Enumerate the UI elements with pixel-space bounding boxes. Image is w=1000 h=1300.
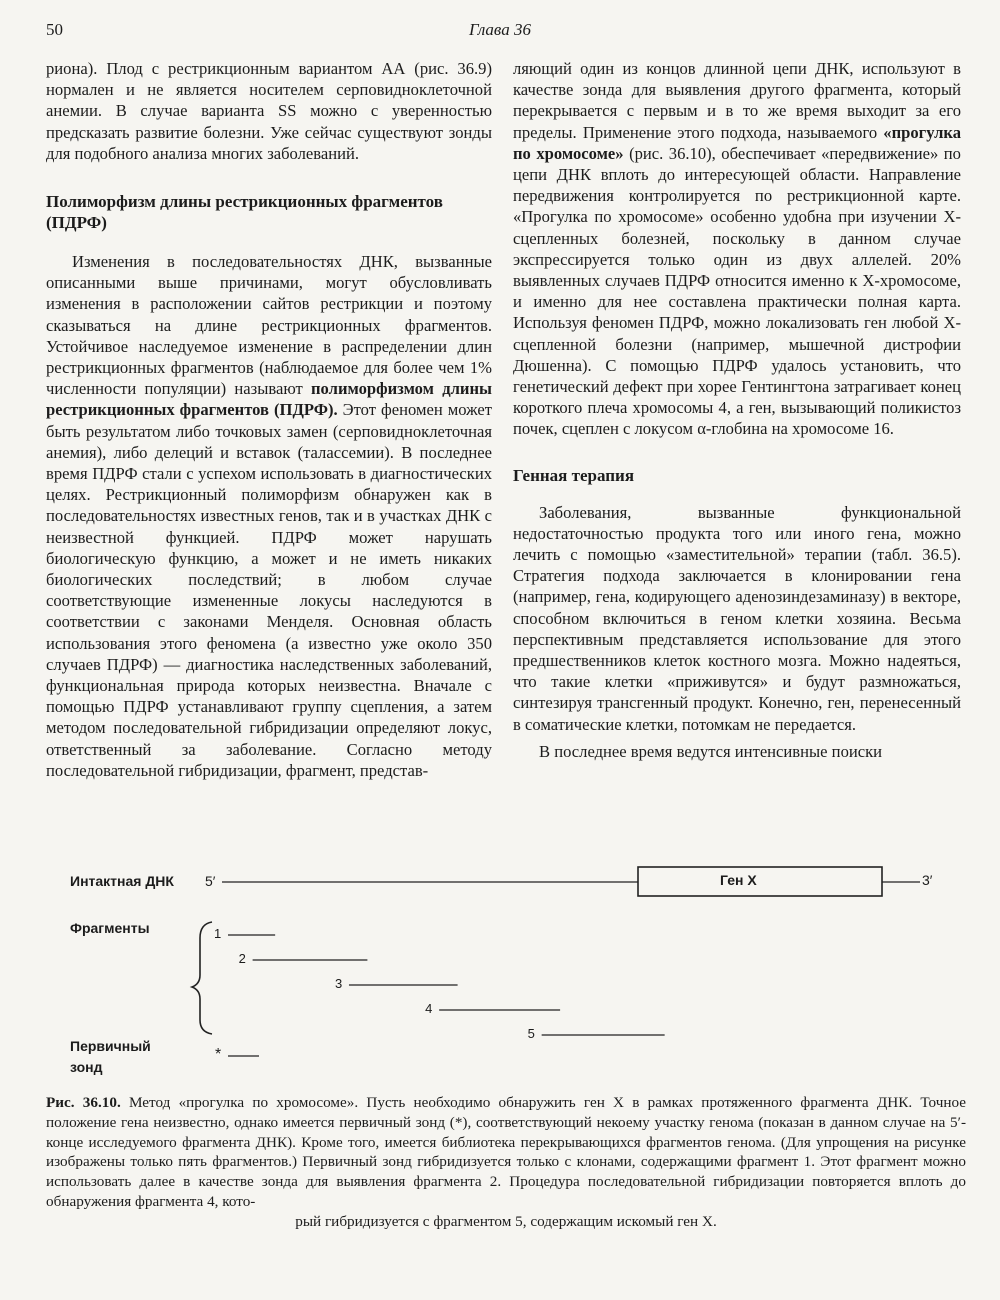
paragraph [513,58,961,440]
probe-mark: * [215,1046,222,1063]
paragraph-text: Этот феномен может быть результатом либо точковых замен (серповидноклеточная анемия), либо делеций и вставок (талассемии). В последнее время ПДРФ стали с успехом использовать в диагностических целях. Рестрикционный полиморфизм обнаружен как в последовательностях известных генов, так и в участках ДНК с неизвестной функцией. ПДРФ может нарушать биологическую функцию, а может и не иметь никаких биологических последствий; в любом случае соответствующие измененные локусы наследуются в соответствии с законами Менделя. Основная область использования этого феномена (а известно уже около 350 случаев ПДРФ) — диагностика наследственных заболеваний, функциональная природа которых неизвестна. Вначале с помощью ПДРФ устанавливают группу сцепления, а затем методом последовательной гибридизации определяют локус, ответственный за заболевание. Согласно методу последовательной гибридизации, фрагмент, представ- [46,400,492,780]
fragments-label: Фрагменты [70,920,150,936]
section-heading-rflp: Полиморфизм длины рестрикционных фрагментов (ПДРФ) [46,192,443,233]
caption-last-line: рый гибридизуется с фрагментом 5, содержащим искомый ген X. [295,1212,717,1230]
paragraph [46,251,492,781]
figure-ref: Рис. 36.10. [46,1094,121,1111]
page-number: 50 [46,20,63,39]
section-heading-gene-therapy: Генная терапия [513,465,635,485]
brace [192,922,212,1034]
bold-term: полиморфизмом длины рестрикционных фрагментов (ПДРФ). [46,379,492,420]
fragment-number-5: 5 [527,1026,535,1041]
paragraph: риона). Плод с рестрикционным вариантом АА (рис. 36.9) нормален и не является носителем серповидноклеточной анемии. В случае варианта SS можно с уверенностью предсказать развитие болезни. Уже сейчас существуют зонды для подобного анализа многих заболеваний. [46,59,492,163]
three-prime-label: 3′ [922,872,933,888]
running-head: Глава 36 [469,20,531,39]
bold-term: «прогулка по хромосоме» [513,122,961,163]
five-prime-label: 5′ [205,873,216,889]
dna-label: Интактная ДНК [70,873,174,889]
paragraph-text: ляющий один из концов длинной цепи ДНК, используют в качестве зонда для выявления другого фрагмента, который перекрывается с первым и в то же время выходит за его пределы. Применение этого подхода, называемого [513,59,961,142]
fragment-number-2: 2 [238,951,246,966]
figure-caption [46,1093,966,1232]
caption-text: Метод «прогулка по хромосоме». Пусть необходимо обнаружить ген X в рамках протяженного фрагмента ДНК. Точное положение гена неизвестно, однако имеется первичный зонд (*), соответствующий некоему участку генома (показан в данном случае на 5′-конце исследуемого фрагмента ДНК). Кроме того, имеется библиотека перекрывающихся фрагментов генома. (Для упрощения на рисунке изображены только пять фрагментов.) Первичный зонд гибридизуется только с клонами, содержащими фрагмент 1. Этот фрагмент можно использовать далее в качестве зонда для выявления фрагмента 2. Процедура последовательной гибридизации повторяется вплоть до обнаружения фрагмента 4, кото- [46,1094,966,1210]
fragment-number-1: 1 [214,926,222,941]
probe-label: зонд [70,1059,103,1075]
probe-label: Первичный [70,1038,151,1054]
paragraph: Заболевания, вызванные функциональной недостаточностью продукта того или иного гена, можно лечить с помощью «заместительной» терапии (табл. 36.5). Стратегия подхода заключается в клонировании гена (например, гена, кодирующего аденозиндезаминазу) в векторе, способном включиться в геном клетки хозяина. Весьма перспективным представляется использование для этого предшественников клеток костного мозга. Можно надеяться, что такие клетки «приживутся» и будут размножаться, синтезируя трансгенный продукт. Конечно, ген, перенесенный в соматические клетки, потомкам не передается. [513,502,961,734]
fragment-number-3: 3 [334,976,343,991]
paragraph: В последнее время ведутся интенсивные поиски [539,741,883,761]
paragraph-text: Изменения в последовательностях ДНК, вызванные описанными выше причинами, могут обусловливать изменения в расположении сайтов рестрикции и поэтому сказываться на длине рестрикционных фрагментов. Устойчивое наследуемое изменение в распределении длин рестрикционных фрагментов (наблюдаемое для более чем 1% численности популяции) называют [46,252,492,399]
right-column [513,58,961,762]
gene-box [638,867,882,896]
paragraph-text: (рис. 36.10), обеспечивает «передвижение» по цепи ДНК вплоть до интересующей области. Направление передвижения контролируется по рестрикционной карте. «Прогулка по хромосоме» особенно удобна при изучении Х-сцепленных болезней, поскольку в данном случае экспрессируется только один из двух аллелей. 20% выявленных случаев ПДРФ относится именно к Х-хромосоме, и именно для нее составлена практически полная карта. Используя феномен ПДРФ, можно локализовать ген любой Х-сцепленной болезни (например, мышечной дистрофии Дюшенна). С помощью ПДРФ удалось установить, что генетический дефект при хорее Гентингтона затрагивает конец короткого плеча хромосомы 4, а ген, вызывающий поликистоз почек, сцеплен с локусом α-глобина на хромосоме 16. [513,143,961,439]
figure-chromosome-walk [0,860,1000,1085]
gene-label: Ген X [720,872,757,888]
fragment-number-4: 4 [425,1001,433,1016]
left-column [46,58,492,781]
